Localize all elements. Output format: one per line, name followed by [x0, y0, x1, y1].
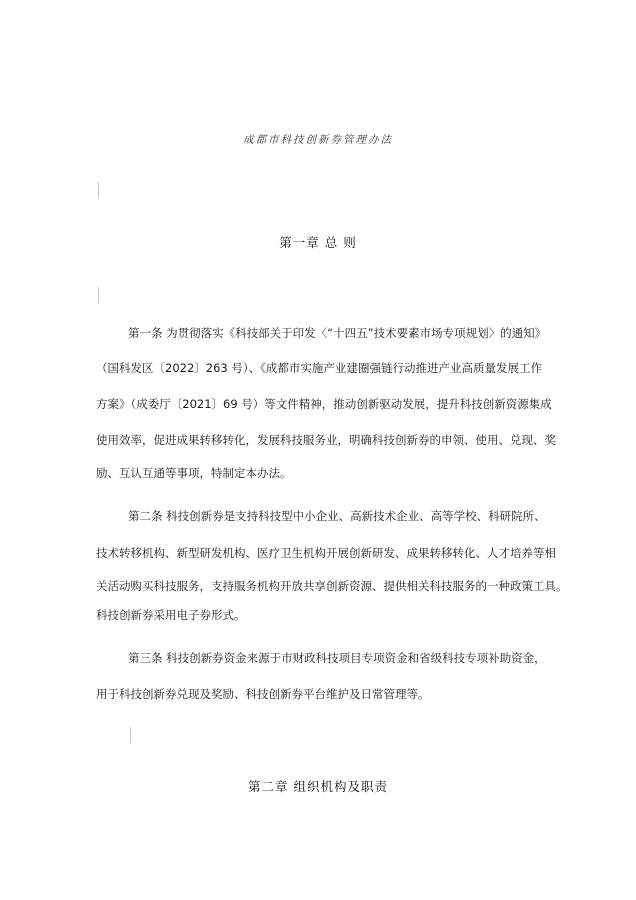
text-cursor-mark [98, 182, 99, 198]
chapter-heading-1: 第一章 总 则 [279, 235, 357, 250]
article-3-line: 用于科技创新券兑现及奖励、科技创新券平台维护及日常管理等。 [96, 687, 430, 701]
article-1-line: 第一条 为贯彻落实《科技部关于印发〈“十四五”技术要素市场专项规划〉的通知》 [128, 326, 547, 340]
article-2-line: 技术转移机构、新型研发机构、医疗卫生机构开展创新研发、成果转移转化、人才培养等相 [96, 546, 556, 560]
article-3-line: 第三条 科技创新券资金来源于市财政科技项目专项资金和省级科技专项补助资金， [128, 651, 546, 665]
article-1-line: （国科发区〔2022〕263 号）、《成都市实施产业建圈强链行动推进产业高质量发展工作 [96, 361, 542, 375]
document-title: 成都市科技创新券管理办法 [243, 134, 393, 146]
article-1-line: 励、互认互通等事项，特制定本办法。 [96, 466, 292, 480]
chapter-heading-2: 第二章 组织机构及职责 [248, 779, 388, 794]
article-1-line: 使用效率，促进成果转移转化，发展科技服务业，明确科技创新券的申领、使用、兑现、奖 [96, 433, 556, 447]
article-2-line: 科技创新券采用电子券形式。 [96, 608, 246, 622]
article-2-line: 关活动购买科技服务，支持服务机构开放共享创新资源、提供相关科技服务的一种政策工具。 [96, 579, 568, 593]
article-2-line: 第二条 科技创新券是支持科技型中小企业、高新技术企业、高等学校、科研院所、 [128, 509, 546, 523]
article-1-line: 方案》（成委厅〔2021〕69 号）等文件精神，推动创新驱动发展，提升科技创新资源集成 [96, 397, 552, 411]
text-cursor-mark [98, 287, 99, 303]
text-cursor-mark [130, 727, 131, 743]
